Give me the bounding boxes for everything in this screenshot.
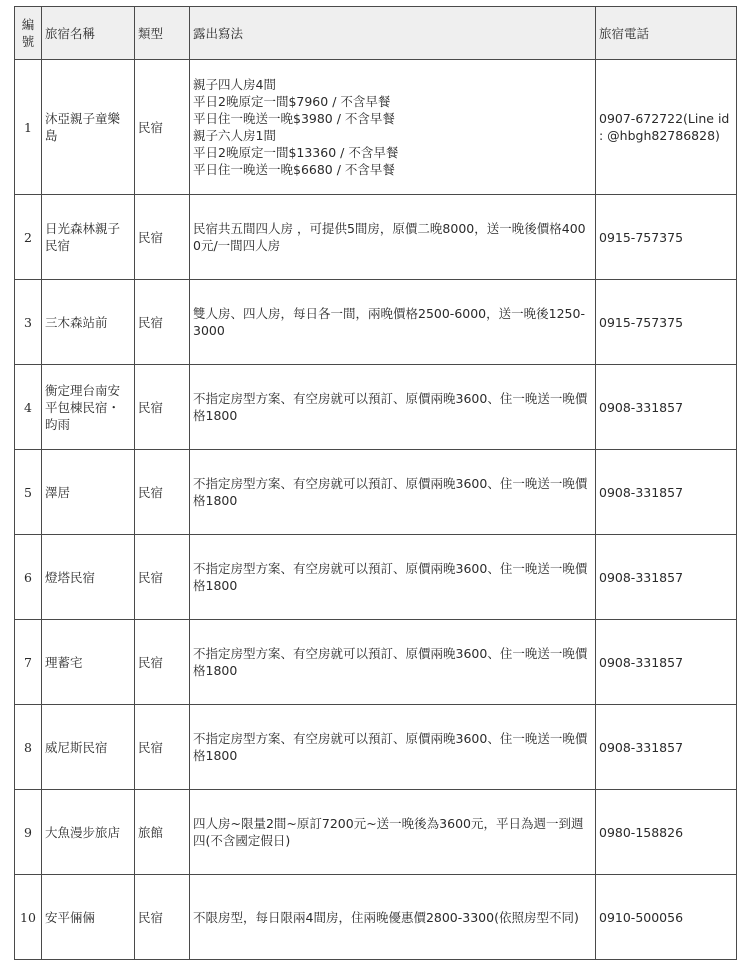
offer-line: 親子六人房1間 (193, 128, 276, 143)
offer-line: 平日2晚原定一間$13360 / 不含早餐 (193, 145, 399, 160)
cell-name: 理蓄宅 (42, 620, 135, 705)
table-row (15, 535, 737, 620)
header-phone: 旅宿電話 (596, 7, 737, 60)
cell-type: 民宿 (135, 365, 190, 450)
cell-offer: 不指定房型方案、有空房就可以預訂、原價兩晚3600、住一晚送一晚價格1800 (190, 620, 596, 705)
cell-number: 7 (15, 620, 42, 705)
cell-phone: 0908-331857 (596, 535, 737, 620)
offer-line: 平日住一晚送一晚$6680 / 不含早餐 (193, 162, 395, 177)
cell-offer: 不限房型，每日限兩4間房，住兩晚優惠價2800-3300(依照房型不同) (190, 875, 596, 960)
table-row (15, 60, 737, 195)
cell-name: 日光森林親子民宿 (42, 195, 135, 280)
header-type: 類型 (135, 7, 190, 60)
cell-name: 安平倆倆 (42, 875, 135, 960)
cell-type: 民宿 (135, 705, 190, 790)
cell-offer: 四人房~限量2間~原訂7200元~送一晚後為3600元，平日為週一到週四(不含國定假日) (190, 790, 596, 875)
cell-type: 民宿 (135, 280, 190, 365)
cell-name: 大魚漫步旅店 (42, 790, 135, 875)
cell-number: 2 (15, 195, 42, 280)
table-row (15, 790, 737, 875)
cell-offer: 不指定房型方案、有空房就可以預訂、原價兩晚3600、住一晚送一晚價格1800 (190, 535, 596, 620)
cell-offer: 不指定房型方案、有空房就可以預訂、原價兩晚3600、住一晚送一晚價格1800 (190, 450, 596, 535)
cell-name: 衡定理台南安平包棟民宿・昀雨 (42, 365, 135, 450)
cell-type: 旅館 (135, 790, 190, 875)
cell-offer: 民宿共五間四人房 ，可提供5間房，原價二晚8000，送一晚後價格4000元/一間四人房 (190, 195, 596, 280)
cell-name: 燈塔民宿 (42, 535, 135, 620)
accommodation-offer-table (14, 6, 737, 960)
cell-type: 民宿 (135, 620, 190, 705)
cell-phone: 0907-672722(Line id : @hbgh82786828) (596, 60, 737, 195)
cell-type: 民宿 (135, 450, 190, 535)
cell-type: 民宿 (135, 195, 190, 280)
table-row (15, 620, 737, 705)
cell-phone: 0915-757375 (596, 195, 737, 280)
cell-number: 3 (15, 280, 42, 365)
table-row (15, 280, 737, 365)
header-row (15, 7, 737, 60)
cell-name: 威尼斯民宿 (42, 705, 135, 790)
cell-number: 6 (15, 535, 42, 620)
cell-phone: 0908-331857 (596, 705, 737, 790)
cell-offer: 雙人房、四人房，每日各一間，兩晚價格2500-6000，送一晚後1250-3000 (190, 280, 596, 365)
cell-offer (190, 60, 596, 195)
table-row (15, 365, 737, 450)
cell-number: 10 (15, 875, 42, 960)
cell-number: 1 (15, 60, 42, 195)
cell-name: 沐亞親子童樂島 (42, 60, 135, 195)
cell-name: 三木森站前 (42, 280, 135, 365)
cell-offer: 不指定房型方案、有空房就可以預訂、原價兩晚3600、住一晚送一晚價格1800 (190, 705, 596, 790)
cell-name: 澤居 (42, 450, 135, 535)
table-row (15, 705, 737, 790)
cell-number: 5 (15, 450, 42, 535)
cell-phone: 0908-331857 (596, 365, 737, 450)
header-number: 編號 (15, 7, 42, 60)
cell-type: 民宿 (135, 875, 190, 960)
cell-offer: 不指定房型方案、有空房就可以預訂、原價兩晚3600、住一晚送一晚價格1800 (190, 365, 596, 450)
cell-phone: 0908-331857 (596, 620, 737, 705)
offer-line: 親子四人房4間 (193, 77, 276, 92)
cell-type: 民宿 (135, 60, 190, 195)
table-row (15, 875, 737, 960)
offer-line: 平日住一晚送一晚$3980 / 不含早餐 (193, 111, 395, 126)
cell-phone: 0908-331857 (596, 450, 737, 535)
cell-type: 民宿 (135, 535, 190, 620)
cell-phone: 0980-158826 (596, 790, 737, 875)
header-offer: 露出寫法 (190, 7, 596, 60)
cell-phone: 0910-500056 (596, 875, 737, 960)
header-name: 旅宿名稱 (42, 7, 135, 60)
table-row (15, 450, 737, 535)
table-row (15, 195, 737, 280)
cell-number: 4 (15, 365, 42, 450)
cell-number: 9 (15, 790, 42, 875)
offer-line: 平日2晚原定一間$7960 / 不含早餐 (193, 94, 391, 109)
cell-phone: 0915-757375 (596, 280, 737, 365)
cell-number: 8 (15, 705, 42, 790)
